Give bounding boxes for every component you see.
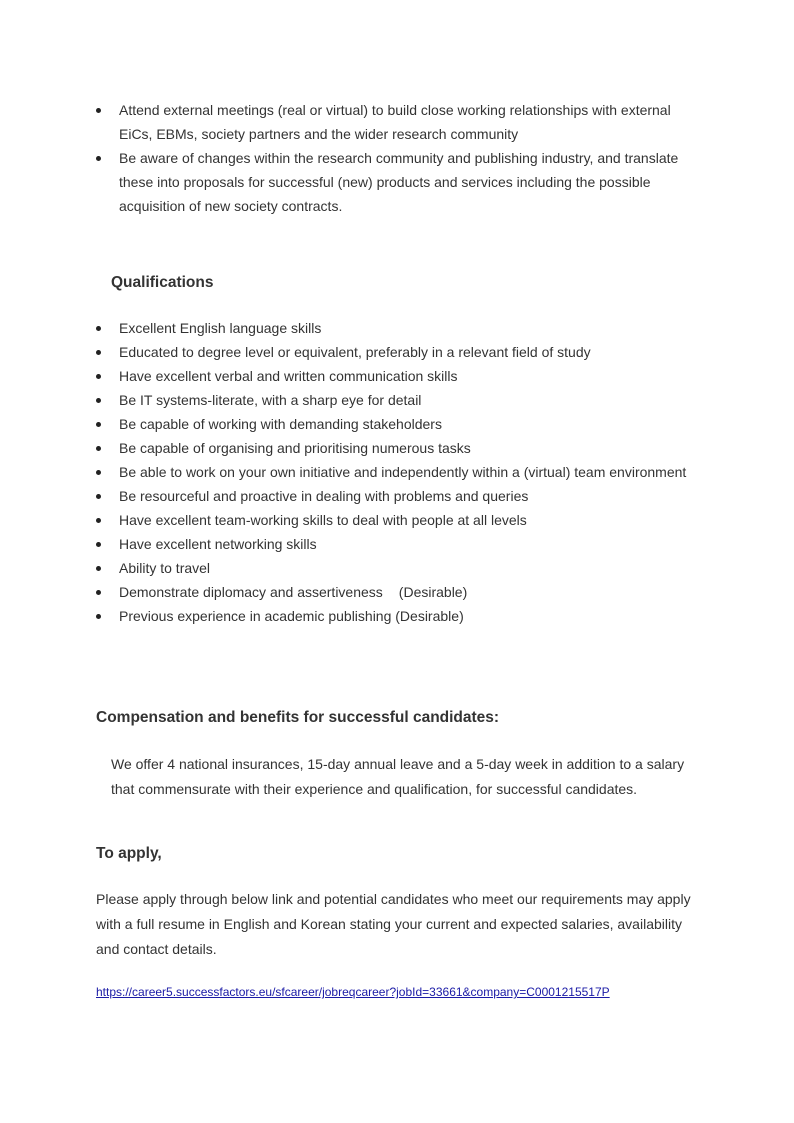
list-item: Previous experience in academic publishing (Desirable)	[96, 604, 696, 628]
compensation-text: We offer 4 national insurances, 15-day annual leave and a 5-day week in addition to a salary that commensurate with their experience and qualification, for successful candidates.	[111, 756, 685, 797]
desirable-note: (Desirable)	[398, 584, 468, 600]
list-item: Be capable of organising and prioritising numerous tasks	[96, 436, 696, 460]
list-item: Have excellent networking skills	[96, 532, 696, 556]
list-item: Excellent English language skills	[96, 316, 696, 340]
list-item: Be resourceful and proactive in dealing with problems and queries	[96, 484, 696, 508]
apply-heading: To apply,	[96, 845, 162, 862]
apply-link[interactable]: https://career5.successfactors.eu/sfcareer/jobreqcareer?jobId=33661&company=C0001215517P	[96, 985, 610, 999]
list-item: Be IT systems-literate, with a sharp eye for detail	[96, 388, 696, 412]
qualifications-heading: Qualifications	[111, 274, 214, 291]
list-item: Be able to work on your own initiative and independently within a (virtual) team environment	[96, 460, 696, 484]
responsibilities-list	[96, 98, 696, 218]
list-item: Be capable of working with demanding stakeholders	[96, 412, 696, 436]
list-item: Educated to degree level or equivalent, preferably in a relevant field of study	[96, 340, 696, 364]
list-item: Have excellent team-working skills to deal with people at all levels	[96, 508, 696, 532]
compensation-heading: Compensation and benefits for successful candidates:	[96, 709, 500, 726]
diplomacy-text: Demonstrate diplomacy and assertiveness	[119, 584, 383, 600]
list-item: Have excellent verbal and written communication skills	[96, 364, 696, 388]
list-item-diplomacy	[96, 580, 696, 604]
list-item: Ability to travel	[96, 556, 696, 580]
qualifications-list	[96, 316, 696, 628]
list-item: Attend external meetings (real or virtual) to build close working relationships with external EiCs, EBMs, society partners and the wider research community	[96, 98, 696, 146]
list-item: Be aware of changes within the research community and publishing industry, and translate these into proposals for successful (new) products and services including the possible acquisition of new society contracts.	[96, 146, 696, 218]
apply-text: Please apply through below link and potential candidates who meet our requirements may apply with a full resume in English and Korean stating your current and expected salaries, availability and contact details.	[96, 891, 691, 957]
